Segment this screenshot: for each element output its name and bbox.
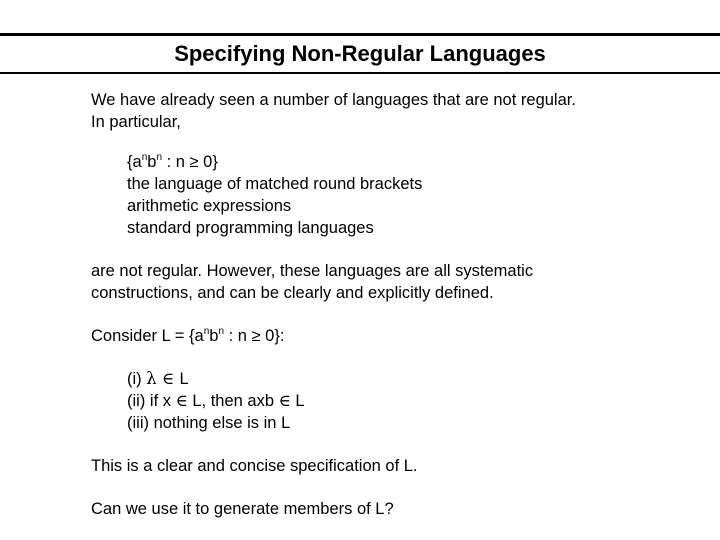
intro-line-1: We have already seen a number of languages that are not regular. [91, 91, 576, 109]
conclusion: This is a clear and concise specification of L. [91, 457, 418, 475]
para2-line-1: are not regular. However, these languages are all systematic [91, 262, 534, 280]
title-rule [0, 72, 720, 74]
element-of-symbol: ∈ [156, 369, 180, 388]
rule-1: (i) λ ∈ L [127, 369, 189, 388]
consider-line: Consider $L = \{a^nb^n$ : n ≥ 0}: [91, 325, 285, 345]
intro-line-2: In particular, [91, 113, 181, 131]
top-rule [0, 33, 720, 36]
closing-question: Can we use it to generate members of L? [91, 500, 394, 518]
rule-3: (iii) nothing else is in L [127, 414, 291, 432]
example-anbn: {$a^nb^n$ : n ≥ 0} [127, 151, 218, 171]
example-programming: standard programming languages [127, 219, 374, 237]
rule-2: (ii) if x ∈ L, then axb ∈ L [127, 391, 305, 410]
element-of-symbol: ∈ [175, 391, 188, 410]
element-of-symbol: ∈ [278, 391, 291, 410]
example-arithmetic: arithmetic expressions [127, 197, 292, 215]
para2-line-2: constructions, and can be clearly and explicitly defined. [91, 284, 494, 302]
lambda-symbol: λ [146, 369, 157, 388]
example-brackets: the language of matched round brackets [127, 175, 423, 193]
page-title: Specifying Non-Regular Languages [174, 41, 546, 66]
